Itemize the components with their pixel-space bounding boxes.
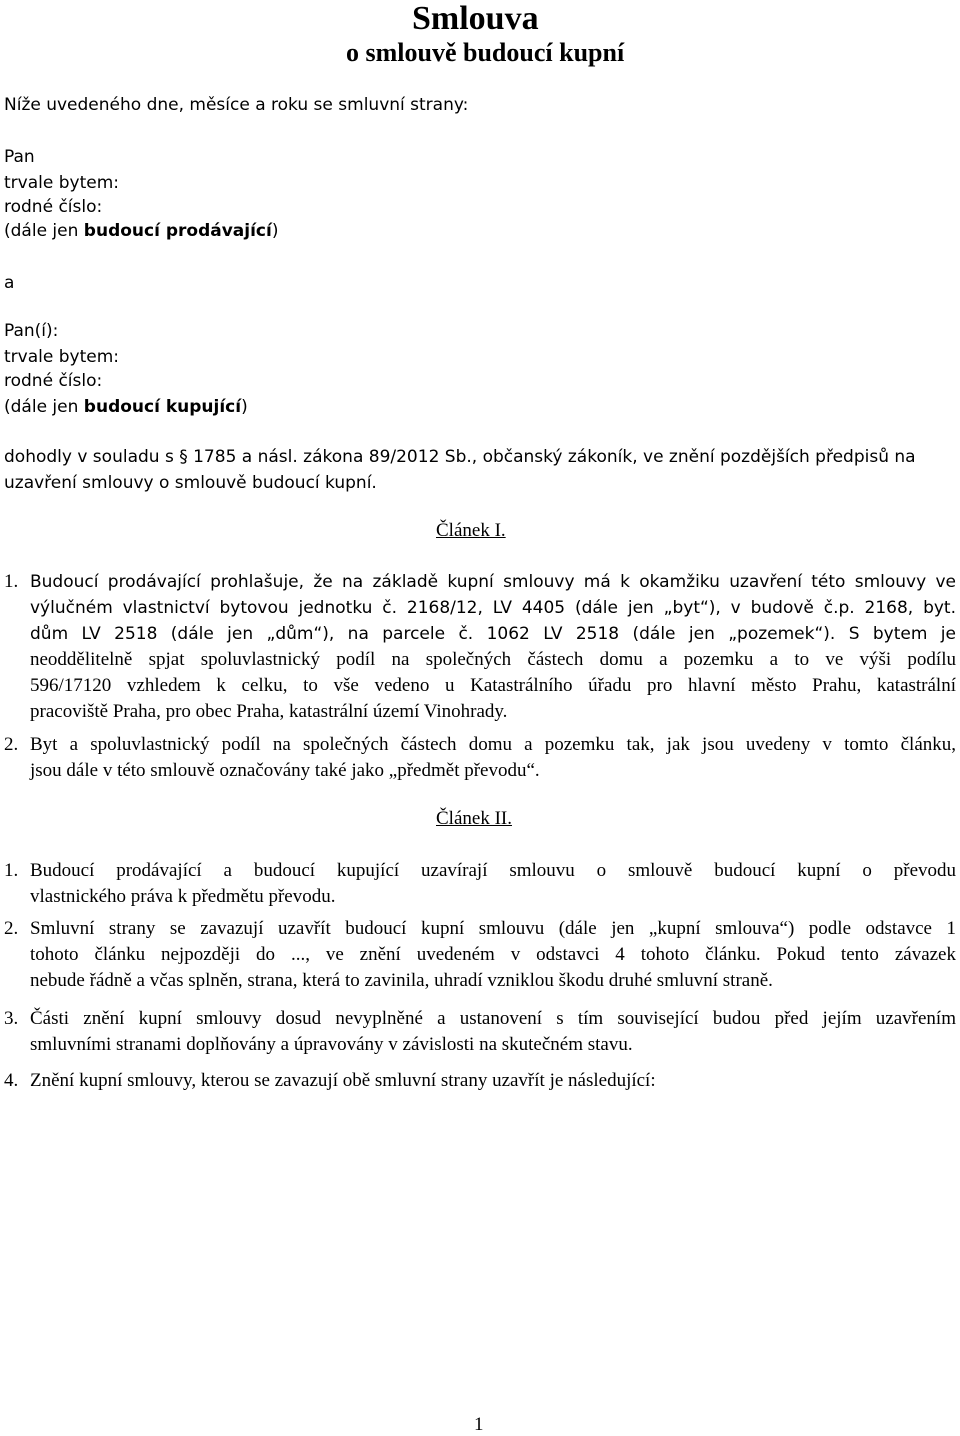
article-2-item-2-line-2: tohoto článku nejpozději do ..., ve znění uvedeném v odstavci 4 tohoto článku. Pokud tento závazek (30, 944, 956, 965)
and-conjunction: a (4, 273, 15, 293)
buyer-role: budoucí kupující (83, 397, 242, 417)
article-1-item-1-line-4: neoddělitelně spjat spoluvlastnický podíl na společných částech domu a pozemku a to ve výši podílu (30, 649, 956, 670)
buyer-id-label: rodné číslo: (4, 371, 103, 391)
document-subtitle: o smlouvě budoucí kupní (346, 38, 625, 67)
buyer-salutation: Pan(í): (4, 321, 59, 341)
article-2-item-2-line-1: Smluvní strany se zavazují uzavřít budoucí kupní smlouvu (dále jen „kupní smlouva“) podle odstavce 1 (30, 918, 956, 939)
article-1-item-2-number: 2. (4, 734, 19, 755)
article-2-heading: Článek II. (436, 808, 512, 829)
article-2-item-1 (30, 858, 956, 910)
article-1-item-2 (30, 732, 956, 784)
buyer-role-prefix: (dále jen (4, 397, 84, 417)
article-2-item-3-line-1: Části znění kupní smlouvy dosud nevyplněné a ustanovení s tím související budou před jejím uzavřením (30, 1008, 956, 1029)
article-1-item-1-line-3: dům LV 2518 (dále jen „dům“), na parcele č. 1062 LV 2518 (dále jen „pozemek“). S bytem je (30, 624, 956, 644)
article-1-item-1-line-2: výlučném vlastnictví bytovou jednotku č. 2168/12, LV 4405 (dále jen „byt“), v budově č.p. 2168, byt. (30, 598, 956, 618)
seller-residence-label: trvale bytem: (4, 173, 119, 193)
intro-text: Níže uvedeného dne, měsíce a roku se smluvní strany: (4, 95, 469, 115)
article-2-item-4-number: 4. (4, 1070, 19, 1091)
article-1-item-2-line-2: jsou dále v této smlouvě označovány také jako „předmět převodu“. (30, 760, 540, 781)
article-1-heading: Článek I. (436, 520, 506, 541)
article-2-item-1-line-2: vlastnického práva k předmětu převodu. (30, 886, 336, 907)
article-2-item-4-line-1: Znění kupní smlouvy, kterou se zavazují obě smluvní strany uzavřít je následující: (30, 1070, 656, 1091)
buyer-role-line (4, 396, 248, 419)
article-2-item-4 (30, 1068, 956, 1094)
buyer-role-suffix: ) (241, 397, 248, 417)
seller-role-prefix: (dále jen (4, 221, 84, 241)
article-1-item-1-line-1: Budoucí prodávající prohlašuje, že na základě kupní smlouvy má k okamžiku uzavření této smlouvy ve (30, 572, 956, 592)
document-title: Smlouva (412, 0, 539, 37)
article-2-item-2-line-3: nebude řádně a včas splněn, strana, která to zavinila, uhradí vzniklou škodu druhé smluvní straně. (30, 970, 773, 991)
article-2-item-3-number: 3. (4, 1008, 19, 1029)
seller-id-label: rodné číslo: (4, 197, 103, 217)
article-2-item-2-number: 2. (4, 918, 19, 939)
article-1-item-1-line-6: pracoviště Praha, pro obec Praha, katastrální území Vinohrady. (30, 701, 508, 722)
seller-role-line (4, 220, 278, 243)
article-2-item-2 (30, 916, 956, 994)
article-2-item-3-line-2: smluvními stranami doplňovány a úpravovány v závislosti na skutečném stavu. (30, 1034, 633, 1055)
agreement-line-1: dohodly v souladu s § 1785 a násl. zákona 89/2012 Sb., občanský zákoník, ve znění pozdějších předpisů na (4, 447, 916, 467)
seller-role-suffix: ) (271, 221, 279, 241)
seller-salutation: Pan (4, 147, 35, 167)
article-1-item-1-number: 1. (4, 571, 19, 592)
article-1-item-1-line-5: 596/17120 vzhledem k celku, to vše vedeno u Katastrálního úřadu pro hlavní město Prahu, katastrální (30, 675, 956, 696)
article-2-item-1-number: 1. (4, 860, 19, 881)
page-number: 1 (474, 1414, 484, 1435)
article-2-item-1-line-1: Budoucí prodávající a budoucí kupující uzavírají smlouvu o smlouvě budoucí kupní o převodu (30, 860, 956, 881)
article-1-item-2-line-1: Byt a spoluvlastnický podíl na společných částech domu a pozemku tak, jak jsou uvedeny v tomto článku, (30, 734, 956, 755)
article-2-item-3 (30, 1006, 956, 1058)
buyer-residence-label: trvale bytem: (4, 347, 119, 367)
article-1-item-1 (30, 569, 956, 725)
agreement-line-2: uzavření smlouvy o smlouvě budoucí kupní. (4, 473, 377, 493)
seller-role: budoucí prodávající (83, 221, 272, 241)
